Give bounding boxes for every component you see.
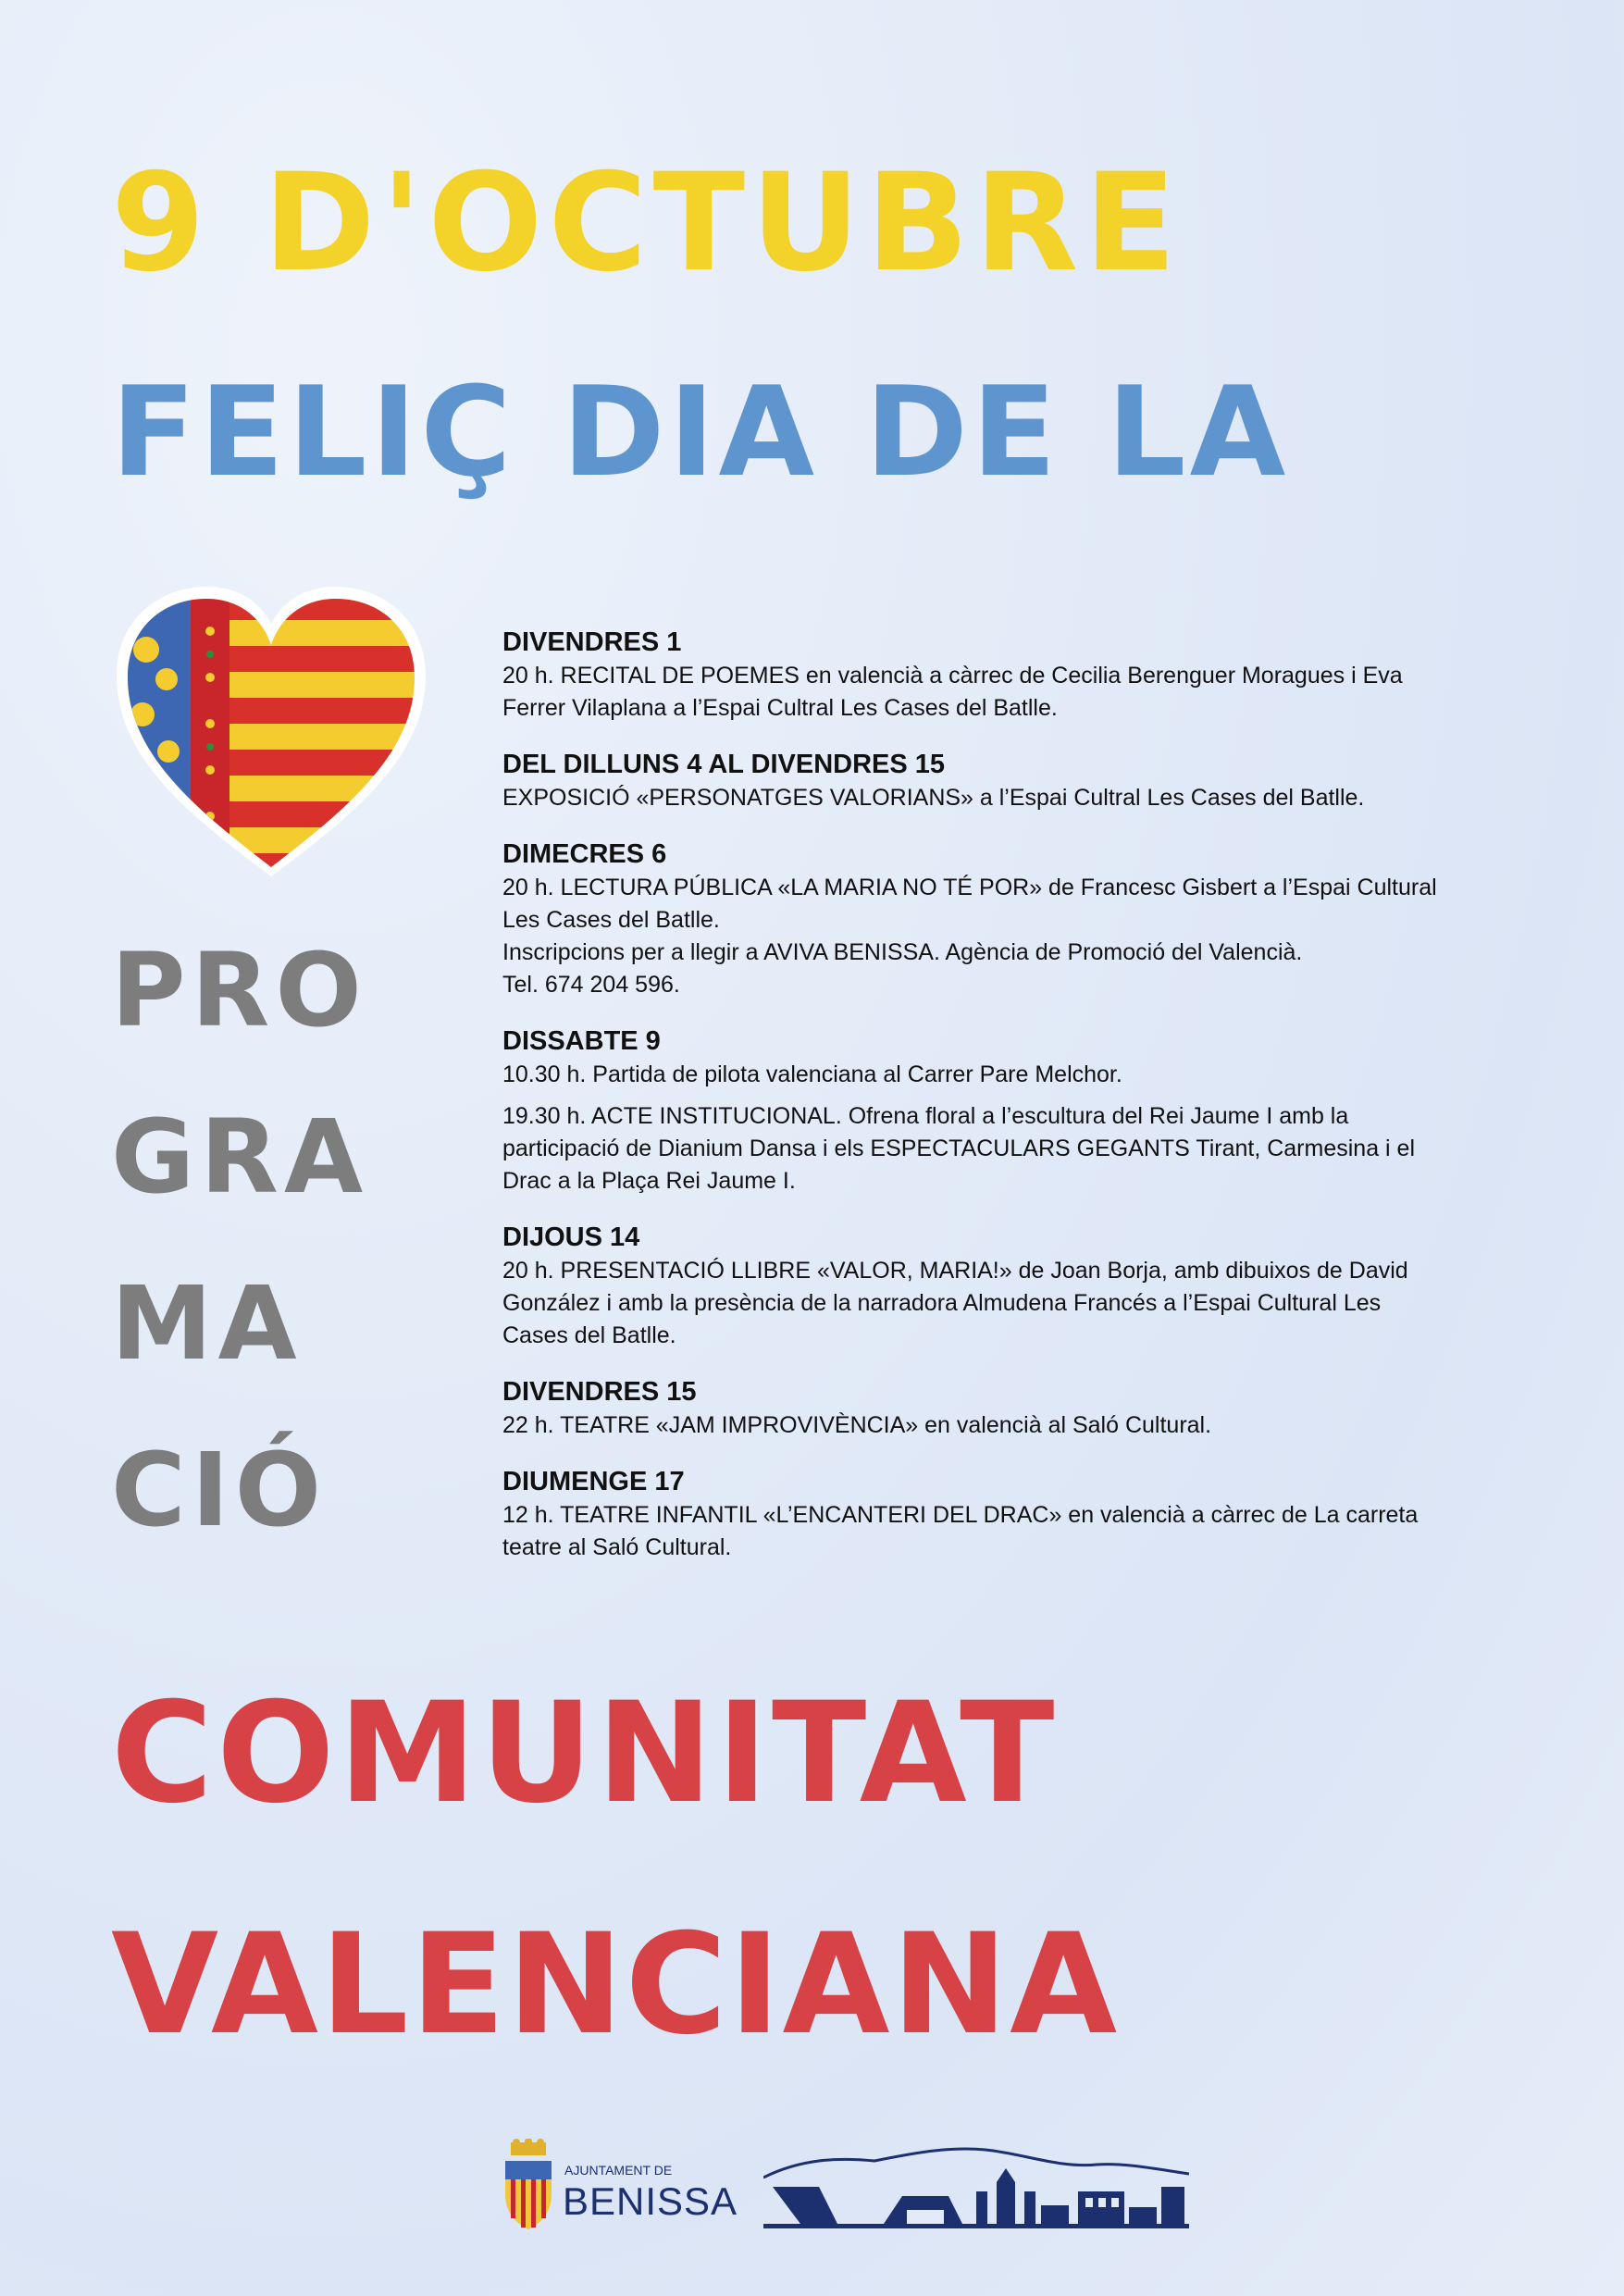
event-line: Cases del Batlle. xyxy=(502,1322,676,1348)
event-day: DIUMENGE 17 xyxy=(502,1467,685,1496)
programacio-part-3: MA xyxy=(111,1264,303,1383)
benissa-label: BENISSA xyxy=(563,2179,738,2223)
event-item xyxy=(502,1220,1539,1352)
event-line: 19.30 h. ACTE INSTITUCIONAL. Ofrena floral a l’escultura del Rei Jaume I amb la xyxy=(502,1103,1349,1129)
event-item xyxy=(502,1024,1539,1198)
event-day: DIVENDRES 1 xyxy=(502,627,682,657)
event-item xyxy=(502,747,1539,814)
title-valenciana: VALENCIANA xyxy=(111,1905,1120,2066)
benissa-skyline-icon xyxy=(763,2141,1189,2233)
event-line: Drac a la Plaça Rei Jaume I. xyxy=(502,1168,796,1194)
title-felic: FELIÇ DIA DE LA xyxy=(111,360,1290,504)
event-day: DEL DILLUNS 4 AL DIVENDRES 15 xyxy=(502,750,946,779)
ajuntament-label: AJUNTAMENT DE xyxy=(564,2163,673,2178)
programacio-part-2: GRA xyxy=(111,1098,369,1216)
event-program xyxy=(502,625,1539,1586)
event-line: teatre al Saló Cultural. xyxy=(502,1534,732,1560)
event-day: DIJOUS 14 xyxy=(502,1222,640,1252)
event-line: González i amb la presència de la narradora Almudena Francés a l’Espai Cultural Les xyxy=(502,1290,1382,1316)
event-day: DIVENDRES 15 xyxy=(502,1377,697,1407)
footer-logos xyxy=(490,2133,1194,2240)
event-line: Les Cases del Batlle. xyxy=(502,907,720,933)
programacio-part-4: CIÓ xyxy=(111,1431,328,1549)
event-line: participació de Dianium Dansa i els ESPECTACULARS GEGANTS Tirant, Carmesina i el xyxy=(502,1136,1415,1161)
event-day: DISSABTE 9 xyxy=(502,1026,661,1056)
benissa-coat-of-arms-icon xyxy=(500,2139,557,2231)
event-item xyxy=(502,1374,1539,1442)
programacio-part-1: PRO xyxy=(111,931,367,1049)
event-item xyxy=(502,1464,1539,1564)
event-line: Ferrer Vilaplana a l’Espai Cultral Les Cases del Batlle. xyxy=(502,695,1058,721)
event-item xyxy=(502,625,1539,725)
event-line: 12 h. TEATRE INFANTIL «L’ENCANTERI DEL DRAC» en valencià a càrrec de La carreta xyxy=(502,1502,1419,1528)
title-date: 9 D'OCTUBRE xyxy=(111,144,1183,302)
event-line: Inscripcions per a llegir a AVIVA BENISSA. Agència de Promoció del Valencià. xyxy=(502,939,1303,965)
event-line: 20 h. RECITAL DE POEMES en valencià a càrrec de Cecilia Berenguer Moragues i Eva xyxy=(502,663,1403,689)
title-comunitat: COMUNITAT xyxy=(111,1673,1059,1834)
event-line: Tel. 674 204 596. xyxy=(502,972,680,998)
event-day: DIMECRES 6 xyxy=(502,839,667,869)
heart-flag-icon xyxy=(109,576,433,881)
event-line: 22 h. TEATRE «JAM IMPROVIVÈNCIA» en valencià al Saló Cultural. xyxy=(502,1412,1212,1438)
event-line: 20 h. LECTURA PÚBLICA «LA MARIA NO TÉ POR» de Francesc Gisbert a l’Espai Cultural xyxy=(502,875,1437,900)
event-line: EXPOSICIÓ «PERSONATGES VALORIANS» a l’Espai Cultral Les Cases del Batlle. xyxy=(502,785,1365,811)
event-line: 20 h. PRESENTACIÓ LLIBRE «VALOR, MARIA!» de Joan Borja, amb dibuixos de David xyxy=(502,1258,1408,1284)
event-item xyxy=(502,837,1539,1001)
event-line: 10.30 h. Partida de pilota valenciana al Carrer Pare Melchor. xyxy=(502,1061,1122,1087)
